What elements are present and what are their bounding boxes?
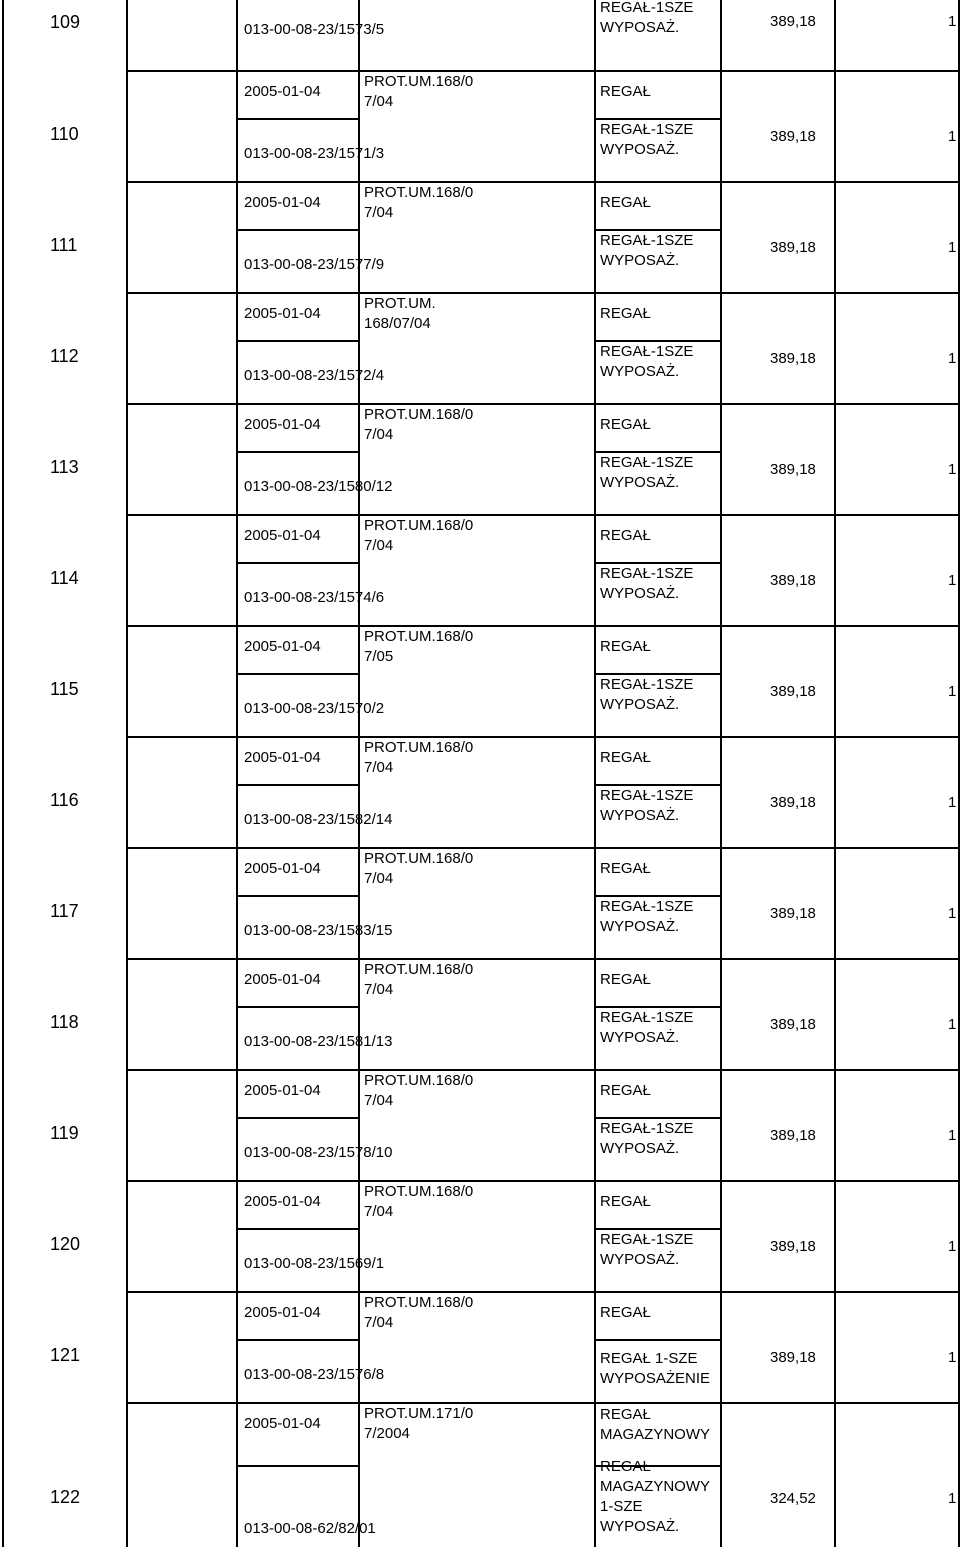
row-number: 112 bbox=[50, 346, 79, 366]
protocol-number: PROT.UM.168/0 bbox=[364, 961, 474, 978]
row-number: 122 bbox=[50, 1487, 81, 1507]
acquisition-date: 2005-01-04 bbox=[244, 638, 321, 655]
protocol-number: PROT.UM.168/0 bbox=[364, 73, 474, 90]
acquisition-date: 2005-01-04 bbox=[244, 194, 321, 211]
item-name: REGAŁ bbox=[600, 860, 651, 877]
acquisition-date: 2005-01-04 bbox=[244, 527, 321, 544]
item-name: REGAŁ bbox=[600, 194, 651, 211]
column-divider bbox=[2, 736, 4, 847]
item-price: 389,18 bbox=[770, 1016, 816, 1033]
row-number: 121 bbox=[50, 1345, 81, 1365]
column-divider bbox=[236, 736, 238, 847]
row-inner-border bbox=[236, 1339, 358, 1341]
column-divider bbox=[834, 1291, 836, 1402]
row-inner-border bbox=[236, 1006, 358, 1008]
item-quantity: 1 bbox=[948, 1238, 957, 1255]
column-divider bbox=[236, 625, 238, 736]
column-divider bbox=[834, 958, 836, 1069]
column-divider bbox=[2, 625, 4, 736]
item-name: REGAŁ bbox=[600, 1304, 651, 1321]
column-divider bbox=[2, 1180, 4, 1291]
item-description: REGAŁ-1SZE bbox=[600, 1231, 694, 1248]
table-row bbox=[0, 1069, 960, 1180]
row-number: 120 bbox=[50, 1234, 81, 1254]
column-divider bbox=[126, 1291, 128, 1402]
column-divider bbox=[236, 1402, 238, 1547]
inventory-number: 013-00-08-23/1574/6 bbox=[244, 589, 385, 606]
inventory-number: 013-00-08-23/1578/10 bbox=[244, 1144, 393, 1161]
row-top-border bbox=[126, 736, 960, 738]
item-quantity: 1 bbox=[948, 1016, 957, 1033]
item-price: 389,18 bbox=[770, 1127, 816, 1144]
row-number: 117 bbox=[50, 901, 79, 921]
column-divider bbox=[594, 1402, 596, 1547]
column-divider bbox=[720, 0, 722, 70]
column-divider bbox=[358, 403, 360, 514]
acquisition-date: 2005-01-04 bbox=[244, 1193, 321, 1210]
column-divider bbox=[236, 958, 238, 1069]
item-description: WYPOSAŻ. bbox=[600, 141, 680, 158]
row-number: 111 bbox=[50, 235, 78, 255]
protocol-number: 7/04 bbox=[364, 1314, 394, 1331]
row-number: 116 bbox=[50, 790, 79, 810]
protocol-number: 7/04 bbox=[364, 1203, 394, 1220]
column-divider bbox=[834, 292, 836, 403]
protocol-number: 7/04 bbox=[364, 93, 394, 110]
row-top-border bbox=[126, 514, 960, 516]
inventory-number: 013-00-08-23/1582/14 bbox=[244, 811, 393, 828]
acquisition-date: 2005-01-04 bbox=[244, 971, 321, 988]
item-description: REGAŁ-1SZE bbox=[600, 898, 694, 915]
item-price: 324,52 bbox=[770, 1490, 816, 1507]
inventory-number: 013-00-08-23/1577/9 bbox=[244, 256, 385, 273]
column-divider bbox=[720, 1402, 722, 1547]
column-divider bbox=[126, 625, 128, 736]
item-quantity: 1 bbox=[948, 905, 957, 922]
column-divider bbox=[834, 1402, 836, 1547]
item-description: WYPOSAŻ. bbox=[600, 1029, 680, 1046]
item-price: 389,18 bbox=[770, 1349, 816, 1366]
item-description: REGAŁ-1SZE bbox=[600, 121, 694, 138]
protocol-number: 7/04 bbox=[364, 870, 394, 887]
row-inner-border bbox=[236, 562, 358, 564]
column-divider bbox=[2, 70, 4, 181]
item-price: 389,18 bbox=[770, 239, 816, 256]
protocol-number: 7/04 bbox=[364, 426, 394, 443]
column-divider bbox=[358, 292, 360, 403]
protocol-number: PROT.UM.168/0 bbox=[364, 1294, 474, 1311]
row-top-border bbox=[126, 847, 960, 849]
column-divider bbox=[358, 625, 360, 736]
item-price: 389,18 bbox=[770, 461, 816, 478]
item-description: WYPOSAŻ. bbox=[600, 1251, 680, 1268]
item-description: WYPOSAŻ. bbox=[600, 807, 680, 824]
column-divider bbox=[2, 292, 4, 403]
protocol-number: 7/04 bbox=[364, 1092, 394, 1109]
item-description: WYPOSAŻ. bbox=[600, 696, 680, 713]
row-inner-border bbox=[236, 1465, 358, 1467]
protocol-number: 7/04 bbox=[364, 981, 394, 998]
table-row bbox=[0, 0, 960, 70]
table-row bbox=[0, 70, 960, 181]
item-price: 389,18 bbox=[770, 128, 816, 145]
inventory-number: 013-00-08-23/1581/13 bbox=[244, 1033, 393, 1050]
column-divider bbox=[720, 403, 722, 514]
row-inner-border bbox=[594, 1339, 720, 1341]
protocol-number: 7/04 bbox=[364, 759, 394, 776]
column-divider bbox=[834, 1180, 836, 1291]
protocol-number: 7/05 bbox=[364, 648, 394, 665]
table-row bbox=[0, 847, 960, 958]
column-divider bbox=[126, 1402, 128, 1547]
table-row bbox=[0, 1291, 960, 1402]
column-divider bbox=[358, 181, 360, 292]
inventory-number: 013-00-08-23/1572/4 bbox=[244, 367, 385, 384]
column-divider bbox=[2, 514, 4, 625]
item-description: REGAŁ-1SZE bbox=[600, 1120, 694, 1137]
column-divider bbox=[126, 514, 128, 625]
acquisition-date: 2005-01-04 bbox=[244, 305, 321, 322]
protocol-number: PROT.UM.168/0 bbox=[364, 1072, 474, 1089]
item-description: WYPOSAŻ. bbox=[600, 363, 680, 380]
protocol-number: PROT.UM. bbox=[364, 295, 436, 312]
protocol-number: 7/04 bbox=[364, 537, 394, 554]
acquisition-date: 2005-01-04 bbox=[244, 1304, 321, 1321]
protocol-number: PROT.UM.168/0 bbox=[364, 1183, 474, 1200]
acquisition-date: 2005-01-04 bbox=[244, 83, 321, 100]
inventory-number: 013-00-08-23/1580/12 bbox=[244, 478, 393, 495]
table-row bbox=[0, 514, 960, 625]
inventory-number: 013-00-08-23/1569/1 bbox=[244, 1255, 385, 1272]
table-row bbox=[0, 1180, 960, 1291]
column-divider bbox=[126, 292, 128, 403]
item-description: REGAŁ-1SZE bbox=[600, 787, 694, 804]
item-price: 389,18 bbox=[770, 794, 816, 811]
column-divider bbox=[126, 736, 128, 847]
item-quantity: 1 bbox=[948, 350, 957, 367]
row-inner-border bbox=[236, 340, 358, 342]
item-quantity: 1 bbox=[948, 572, 957, 589]
item-description: WYPOSAŻ. bbox=[600, 1140, 680, 1157]
item-price: 389,18 bbox=[770, 683, 816, 700]
item-quantity: 1 bbox=[948, 239, 957, 256]
row-number: 109 bbox=[50, 12, 81, 32]
item-description: REGAŁ-1SZE bbox=[600, 0, 694, 16]
column-divider bbox=[720, 181, 722, 292]
row-top-border bbox=[126, 1291, 960, 1293]
inventory-number: 013-00-08-23/1573/5 bbox=[244, 21, 385, 38]
item-description: REGAŁ 1-SZE bbox=[600, 1350, 698, 1367]
item-description: REGAŁ-1SZE bbox=[600, 454, 694, 471]
column-divider bbox=[2, 1291, 4, 1402]
column-divider bbox=[126, 181, 128, 292]
item-description: WYPOSAŻ. bbox=[600, 19, 680, 36]
item-name: REGAŁ bbox=[600, 527, 651, 544]
row-top-border bbox=[126, 1180, 960, 1182]
item-description: WYPOSAŻ. bbox=[600, 918, 680, 935]
item-name: REGAŁ bbox=[600, 1193, 651, 1210]
column-divider bbox=[594, 292, 596, 403]
column-divider bbox=[834, 403, 836, 514]
protocol-number: PROT.UM.171/0 bbox=[364, 1405, 474, 1422]
column-divider bbox=[236, 70, 238, 181]
column-divider bbox=[126, 403, 128, 514]
column-divider bbox=[236, 403, 238, 514]
inventory-number: 013-00-08-23/1571/3 bbox=[244, 145, 385, 162]
column-divider bbox=[126, 1069, 128, 1180]
column-divider bbox=[236, 1069, 238, 1180]
inventory-number: 013-00-08-62/82/01 bbox=[244, 1520, 376, 1537]
column-divider bbox=[594, 514, 596, 625]
column-divider bbox=[358, 514, 360, 625]
column-divider bbox=[358, 1180, 360, 1291]
column-divider bbox=[126, 70, 128, 181]
column-divider bbox=[720, 1069, 722, 1180]
acquisition-date: 2005-01-04 bbox=[244, 1082, 321, 1099]
row-inner-border bbox=[236, 229, 358, 231]
column-divider bbox=[236, 0, 238, 70]
column-divider bbox=[720, 292, 722, 403]
row-inner-border bbox=[236, 1228, 358, 1230]
table-row bbox=[0, 625, 960, 736]
column-divider bbox=[358, 1069, 360, 1180]
column-divider bbox=[834, 847, 836, 958]
item-quantity: 1 bbox=[948, 1490, 957, 1507]
protocol-number: 7/2004 bbox=[364, 1425, 410, 1442]
inventory-number: 013-00-08-23/1583/15 bbox=[244, 922, 393, 939]
column-divider bbox=[126, 958, 128, 1069]
item-price: 389,18 bbox=[770, 572, 816, 589]
protocol-number: PROT.UM.168/0 bbox=[364, 739, 474, 756]
row-top-border bbox=[126, 70, 960, 72]
row-number: 110 bbox=[50, 124, 79, 144]
table-row bbox=[0, 403, 960, 514]
item-quantity: 1 bbox=[948, 13, 957, 30]
table-row bbox=[0, 958, 960, 1069]
item-name: REGAŁ bbox=[600, 638, 651, 655]
column-divider bbox=[594, 0, 596, 70]
column-divider bbox=[834, 625, 836, 736]
row-number: 115 bbox=[50, 679, 79, 699]
table-row bbox=[0, 181, 960, 292]
column-divider bbox=[720, 1180, 722, 1291]
protocol-number: 7/04 bbox=[364, 204, 394, 221]
row-top-border bbox=[126, 1402, 960, 1404]
column-divider bbox=[236, 847, 238, 958]
protocol-number: 168/07/04 bbox=[364, 315, 431, 332]
row-top-border bbox=[126, 958, 960, 960]
item-description: WYPOSAŻ. bbox=[600, 1518, 680, 1535]
table-row bbox=[0, 736, 960, 847]
item-name: MAGAZYNOWY bbox=[600, 1426, 711, 1443]
item-quantity: 1 bbox=[948, 461, 957, 478]
column-divider bbox=[358, 1291, 360, 1402]
row-top-border bbox=[126, 1069, 960, 1071]
item-name: REGAŁ bbox=[600, 416, 651, 433]
item-description: REGAŁ-1SZE bbox=[600, 1009, 694, 1026]
item-quantity: 1 bbox=[948, 1127, 957, 1144]
column-divider bbox=[594, 1291, 596, 1402]
protocol-number: PROT.UM.168/0 bbox=[364, 850, 474, 867]
column-divider bbox=[236, 181, 238, 292]
acquisition-date: 2005-01-04 bbox=[244, 416, 321, 433]
item-description: REGAŁ-1SZE bbox=[600, 343, 694, 360]
protocol-number: PROT.UM.168/0 bbox=[364, 517, 474, 534]
row-top-border bbox=[126, 181, 960, 183]
column-divider bbox=[236, 292, 238, 403]
column-divider bbox=[2, 0, 4, 70]
column-divider bbox=[236, 1291, 238, 1402]
column-divider bbox=[126, 847, 128, 958]
column-divider bbox=[834, 0, 836, 70]
column-divider bbox=[720, 736, 722, 847]
column-divider bbox=[720, 514, 722, 625]
item-description: REGAŁ-1SZE bbox=[600, 676, 694, 693]
acquisition-date: 2005-01-04 bbox=[244, 860, 321, 877]
column-divider bbox=[2, 181, 4, 292]
item-quantity: 1 bbox=[948, 1349, 957, 1366]
column-divider bbox=[720, 70, 722, 181]
column-divider bbox=[594, 1069, 596, 1180]
row-top-border bbox=[126, 292, 960, 294]
item-quantity: 1 bbox=[948, 794, 957, 811]
column-divider bbox=[2, 847, 4, 958]
table-row bbox=[0, 1402, 960, 1547]
item-quantity: 1 bbox=[948, 128, 957, 145]
column-divider bbox=[594, 181, 596, 292]
item-description: MAGAZYNOWY bbox=[600, 1478, 711, 1495]
column-divider bbox=[358, 70, 360, 181]
column-divider bbox=[720, 958, 722, 1069]
column-divider bbox=[720, 625, 722, 736]
item-description: REGAŁ bbox=[600, 1458, 651, 1475]
table-row bbox=[0, 292, 960, 403]
item-description: WYPOSAŻENIE bbox=[600, 1370, 711, 1387]
column-divider bbox=[594, 403, 596, 514]
item-description: REGAŁ-1SZE bbox=[600, 565, 694, 582]
row-inner-border bbox=[236, 451, 358, 453]
column-divider bbox=[358, 958, 360, 1069]
item-name: REGAŁ bbox=[600, 1082, 651, 1099]
column-divider bbox=[126, 1180, 128, 1291]
item-price: 389,18 bbox=[770, 1238, 816, 1255]
column-divider bbox=[594, 625, 596, 736]
protocol-number: PROT.UM.168/0 bbox=[364, 184, 474, 201]
acquisition-date: 2005-01-04 bbox=[244, 749, 321, 766]
item-name: REGAŁ bbox=[600, 305, 651, 322]
column-divider bbox=[126, 0, 128, 70]
row-top-border bbox=[126, 625, 960, 627]
column-divider bbox=[594, 847, 596, 958]
column-divider bbox=[358, 736, 360, 847]
column-divider bbox=[594, 958, 596, 1069]
protocol-number: PROT.UM.168/0 bbox=[364, 406, 474, 423]
column-divider bbox=[236, 1180, 238, 1291]
inventory-number: 013-00-08-23/1570/2 bbox=[244, 700, 385, 717]
item-price: 389,18 bbox=[770, 350, 816, 367]
column-divider bbox=[834, 514, 836, 625]
protocol-number: PROT.UM.168/0 bbox=[364, 628, 474, 645]
row-inner-border bbox=[236, 784, 358, 786]
item-description: WYPOSAŻ. bbox=[600, 585, 680, 602]
row-inner-border bbox=[236, 118, 358, 120]
row-number: 114 bbox=[50, 568, 79, 588]
item-description: WYPOSAŻ. bbox=[600, 252, 680, 269]
column-divider bbox=[236, 514, 238, 625]
column-divider bbox=[834, 736, 836, 847]
item-name: REGAŁ bbox=[600, 749, 651, 766]
item-description: WYPOSAŻ. bbox=[600, 474, 680, 491]
row-inner-border bbox=[236, 673, 358, 675]
column-divider bbox=[594, 736, 596, 847]
item-name: REGAŁ bbox=[600, 83, 651, 100]
row-number: 113 bbox=[50, 457, 79, 477]
column-divider bbox=[720, 1291, 722, 1402]
item-price: 389,18 bbox=[770, 905, 816, 922]
item-name: REGAŁ bbox=[600, 1406, 651, 1423]
column-divider bbox=[358, 847, 360, 958]
column-divider bbox=[594, 1180, 596, 1291]
inventory-number: 013-00-08-23/1576/8 bbox=[244, 1366, 385, 1383]
column-divider bbox=[2, 958, 4, 1069]
row-number: 119 bbox=[50, 1123, 79, 1143]
row-number: 118 bbox=[50, 1012, 79, 1032]
column-divider bbox=[594, 70, 596, 181]
item-description: 1-SZE bbox=[600, 1498, 643, 1515]
column-divider bbox=[2, 403, 4, 514]
item-description: REGAŁ-1SZE bbox=[600, 232, 694, 249]
item-name: REGAŁ bbox=[600, 971, 651, 988]
column-divider bbox=[720, 847, 722, 958]
row-top-border bbox=[126, 403, 960, 405]
row-inner-border bbox=[236, 1117, 358, 1119]
acquisition-date: 2005-01-04 bbox=[244, 1415, 321, 1432]
item-price: 389,18 bbox=[770, 13, 816, 30]
column-divider bbox=[834, 70, 836, 181]
column-divider bbox=[834, 181, 836, 292]
column-divider bbox=[2, 1069, 4, 1180]
column-divider bbox=[2, 1402, 4, 1547]
column-divider bbox=[834, 1069, 836, 1180]
row-inner-border bbox=[236, 895, 358, 897]
item-quantity: 1 bbox=[948, 683, 957, 700]
